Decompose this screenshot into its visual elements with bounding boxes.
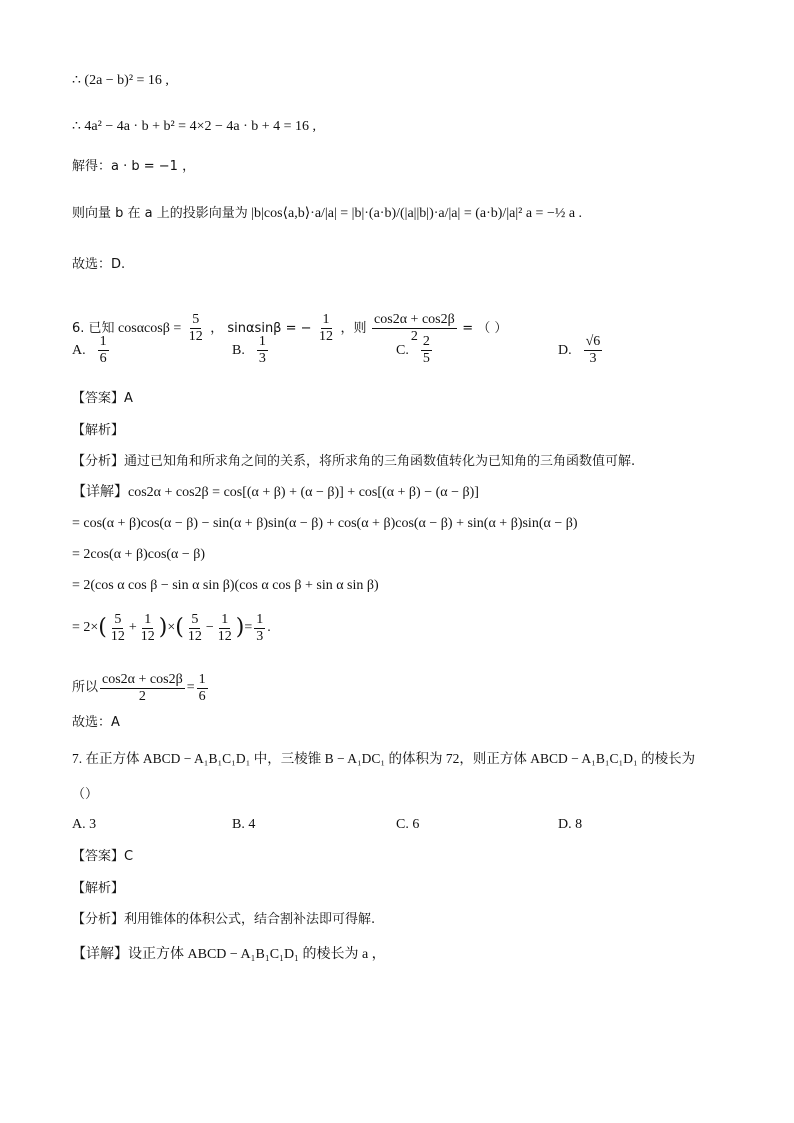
q6-option-a-num: 1 <box>99 334 107 349</box>
q6-option-d <box>558 334 604 367</box>
q7-option-d-label: D. 8 <box>558 817 583 832</box>
q6-d5-minus: − <box>205 620 214 635</box>
derivation-line-3: 解得：a · b = −1 ， <box>72 159 196 174</box>
q7-option-d <box>558 817 582 833</box>
choose-line-5: 故选：D. <box>72 257 126 272</box>
q6-d5-frac-d <box>216 612 234 645</box>
q6-option-b-label: B. <box>232 342 245 358</box>
q6-option-c-label: C. <box>396 342 409 358</box>
derivation-line-1: ∴ (2a − b)² = 16 , <box>72 73 169 88</box>
q6-d5-a-num: 5 <box>114 611 122 627</box>
q6-d5-plus: + <box>128 620 137 635</box>
q6-option-a-den: 6 <box>99 351 107 366</box>
q6-d5-c-den: 12 <box>187 628 202 644</box>
q6-conc-res-den: 6 <box>198 688 206 704</box>
q6-frac1-num: 5 <box>192 312 200 328</box>
question-7-stem-2: （） <box>72 787 99 802</box>
q6-frac3-den: 2 <box>410 329 418 345</box>
q7-fenxi: 【分析】利用锥体的体积公式，结合割补法即可得解. <box>72 912 376 927</box>
q6-conc-eq: = <box>186 680 195 695</box>
q6-frac2-num: 1 <box>322 312 330 328</box>
q6-conc-res <box>197 672 208 705</box>
q6-frac1-den: 12 <box>188 329 203 345</box>
q6-option-d-num: √6 <box>585 334 601 349</box>
q6-d5-frac-c <box>186 612 204 645</box>
q7-detail: 【详解】设正方体 ABCD − A₁B₁C₁D₁ 的棱长为 a ， <box>72 947 386 962</box>
q6-d5-res-num: 1 <box>256 611 264 627</box>
q6-option-d-den: 3 <box>589 351 597 366</box>
q6-d5-period: . <box>267 620 271 635</box>
q6-option-a-label: A. <box>72 342 86 358</box>
q6-frac3-num: cos2α + cos2β <box>374 312 455 328</box>
q6-frac2-den: 12 <box>319 329 334 345</box>
derivation-line-2: ∴ 4a² − 4a · b + b² = 4×2 − 4a · b + 4 = 16 , <box>72 119 317 134</box>
q6-d5-frac-b <box>139 612 157 645</box>
projection-line <box>72 205 582 223</box>
q6-detail-5 <box>72 606 271 650</box>
q7-answer: 【答案】C <box>72 849 134 864</box>
projection-prefix: 则向量 b 在 a 上的投影向量为 <box>72 206 248 221</box>
q6-option-b-num: 1 <box>258 334 266 349</box>
q6-conclusion <box>72 668 210 708</box>
q6-d5-rparen2: ) <box>235 615 245 640</box>
q7-analysis-heading: 【解析】 <box>72 881 125 896</box>
q6-detail-1: 【详解】cos2α + cos2β = cos[(α + β) + (α − β)] + cos[(α + β) − (α − β)] <box>72 485 479 500</box>
q6-d5-d-den: 12 <box>217 628 232 644</box>
q6-cond3: ，则 <box>340 321 367 336</box>
q6-frac1 <box>187 312 205 345</box>
q6-d5-times: × <box>167 620 176 635</box>
q6-cond2: ， sinαsinβ = − <box>210 321 312 336</box>
q6-detail-4: = 2(cos α cos β − sin α sin β)(cos α cos β + sin α sin β) <box>72 578 379 593</box>
q6-d5-b-num: 1 <box>144 611 152 627</box>
q6-d5-b-den: 12 <box>140 628 155 644</box>
q6-choose: 故选：A <box>72 715 120 730</box>
q6-detail-3: = 2cos(α + β)cos(α − β) <box>72 547 206 562</box>
q6-option-b <box>232 334 270 367</box>
q6-prefix: 6. 已知 <box>72 321 115 336</box>
q6-d5-rparen1: ) <box>158 615 168 640</box>
q6-end: = （ ） <box>462 321 508 336</box>
q6-d5-c-num: 5 <box>191 611 199 627</box>
q7-option-a <box>72 817 96 833</box>
q6-cond1: cosαcosβ = <box>118 321 182 336</box>
q6-option-d-frac <box>584 334 603 367</box>
q6-frac2 <box>317 312 335 345</box>
q6-conc-res-num: 1 <box>198 671 206 687</box>
q6-d5-res-den: 3 <box>256 628 264 644</box>
q6-d5-d-num: 1 <box>221 611 229 627</box>
q6-option-c-frac <box>421 334 432 367</box>
q6-option-d-label: D. <box>558 342 572 358</box>
q7-option-b <box>232 817 255 833</box>
projection-formula: |b|cos⟨a,b⟩·a/|a| = |b|·(a·b)/(|a||b|)·a/|a| = (a·b)/|a|² a = −½ a . <box>251 206 583 221</box>
question-6-stem <box>72 312 507 346</box>
q7-option-a-label: A. 3 <box>72 817 97 832</box>
q6-option-c-num: 2 <box>422 334 430 349</box>
q7-option-b-label: B. 4 <box>232 817 256 832</box>
question-7-stem: 7. 在正方体 ABCD − A₁B₁C₁D₁ 中，三棱锥 B − A₁DC₁ 的体积为 72，则正方体 ABCD − A₁B₁C₁D₁ 的棱长为 <box>72 751 696 766</box>
q7-option-c-label: C. 6 <box>396 817 420 832</box>
q6-answer: 【答案】A <box>72 391 133 406</box>
q6-option-a-frac <box>98 334 109 367</box>
q6-detail-2: = cos(α + β)cos(α − β) − sin(α + β)sin(α − β) + cos(α + β)cos(α − β) + sin(α + β)sin(α − β) <box>72 516 578 531</box>
q6-fenxi: 【分析】通过已知角和所求角之间的关系，将所求角的三角函数值转化为已知角的三角函数值可解. <box>72 454 636 469</box>
q6-conc-den: 2 <box>138 688 146 704</box>
q6-conc-num: cos2α + cos2β <box>102 671 183 687</box>
q6-conc-frac <box>100 672 185 705</box>
q6-analysis-heading: 【解析】 <box>72 423 125 438</box>
q6-d5-frac-res <box>254 612 265 645</box>
q6-option-c <box>396 334 434 367</box>
q6-d5-eq: = <box>244 620 253 635</box>
q6-d5-pre: = 2× <box>72 620 99 635</box>
q7-option-c <box>396 817 419 833</box>
q6-option-c-den: 5 <box>422 351 430 366</box>
q6-option-b-frac <box>257 334 268 367</box>
q6-option-a <box>72 334 111 367</box>
q6-conc-prefix: 所以 <box>72 680 99 695</box>
q6-option-b-den: 3 <box>258 351 266 366</box>
q6-d5-lparen2: ( <box>175 615 184 640</box>
q6-d5-frac-a <box>109 612 127 645</box>
q6-d5-a-den: 12 <box>110 628 125 644</box>
q6-d5-lparen1: ( <box>98 615 107 640</box>
